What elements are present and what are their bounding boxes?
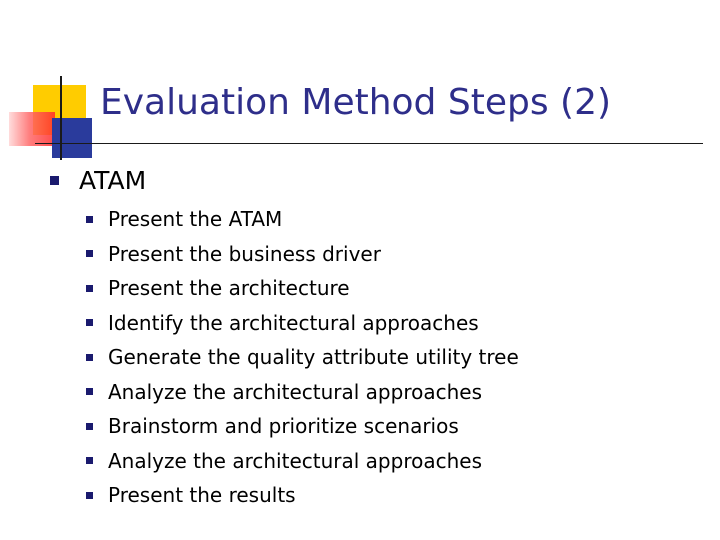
step-text: Analyze the architectural approaches — [108, 379, 482, 404]
step-text: Present the ATAM — [108, 207, 283, 232]
square-bullet-icon — [86, 457, 93, 464]
list-item — [86, 271, 519, 306]
square-bullet-icon — [86, 319, 93, 326]
list-item — [86, 444, 519, 479]
decorative-blue-square — [52, 118, 92, 158]
step-text: Present the business driver — [108, 241, 381, 266]
list-item — [86, 340, 519, 375]
square-bullet-icon — [86, 216, 93, 223]
step-text: Present the architecture — [108, 276, 350, 301]
main-bullet-item — [50, 163, 146, 197]
decorative-red-square — [9, 112, 55, 146]
square-bullet-icon — [86, 388, 93, 395]
step-list — [86, 202, 519, 513]
list-item — [86, 237, 519, 272]
list-item — [86, 409, 519, 444]
step-text: Brainstorm and prioritize scenarios — [108, 414, 459, 439]
list-item — [86, 375, 519, 410]
square-bullet-icon — [86, 492, 93, 499]
step-text: Identify the architectural approaches — [108, 310, 479, 335]
list-item — [86, 478, 519, 513]
main-bullet-text: ATAM — [79, 165, 147, 195]
square-bullet-icon — [50, 176, 59, 185]
list-item — [86, 202, 519, 237]
step-text: Analyze the architectural approaches — [108, 448, 482, 473]
title-underline — [35, 143, 703, 144]
slide-title: Evaluation Method Steps (2) — [100, 82, 612, 123]
square-bullet-icon — [86, 354, 93, 361]
square-bullet-icon — [86, 423, 93, 430]
square-bullet-icon — [86, 285, 93, 292]
step-text: Generate the quality attribute utility tree — [108, 345, 519, 370]
decorative-vertical-line — [60, 76, 62, 160]
list-item — [86, 306, 519, 341]
step-text: Present the results — [108, 483, 296, 508]
square-bullet-icon — [86, 250, 93, 257]
